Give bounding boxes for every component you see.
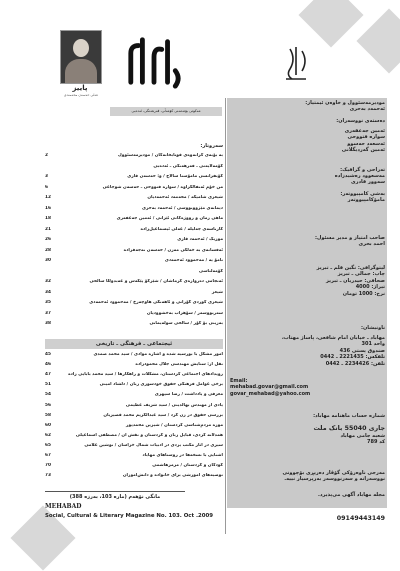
toc-entry-title: کودکان و کردستان / مرمرهاشمی — [152, 463, 223, 469]
toc-entry-page: 34 — [45, 289, 51, 295]
masthead-emblem — [282, 45, 310, 83]
staff-panel — [227, 98, 387, 508]
staff-phone: 09149443149 — [336, 515, 385, 522]
toc-entry-title: ماهی زمان و رووژه‌کانی ئێرانی / ئه‌مین جه‌عفه‌ری — [116, 216, 223, 221]
toc-entry-title: کۆمه‌لایه‌تی ـ فه‌رهه‌نگی ـ ئه‌ده‌بی — [153, 163, 223, 169]
toc-entry[interactable] — [45, 164, 223, 171]
toc-entry-page: 67 — [45, 453, 51, 458]
staff-owner: مودیرمه‌سئوول و خاوه‌ن ئیمتیاز: ئه‌حمه‌د به‌حری — [305, 100, 385, 112]
staff-design: ته‌راحی و گرافیک: مه‌سعوود ره‌شیدزاده سه‌وور قادری — [334, 167, 385, 186]
toc-entry[interactable] — [45, 463, 223, 470]
toc-entry-page: 70 — [45, 463, 51, 469]
toc-entry-title: موزیک / ئه‌حمه‌د قازی — [177, 237, 223, 242]
toc-entry-page: 56 — [45, 402, 51, 408]
toc-entry[interactable] — [45, 392, 223, 399]
toc-entry[interactable] — [45, 153, 223, 160]
toc-entry-page: 37 — [45, 310, 51, 316]
toc-entry-page: 54 — [45, 392, 51, 398]
toc-entry[interactable] — [45, 290, 223, 297]
toc-entry[interactable] — [45, 443, 223, 450]
toc-entry-page: 28 — [45, 247, 51, 253]
staff-typing: به‌شی کامپیووته‌ر: مامۆکامپیووته‌ر — [340, 191, 385, 203]
toc-entry-title: رویدادهای اجتماعی کردستان، مشکلات و راهکارها / سید محمد بابایی زاده — [68, 372, 223, 378]
toc-entry-page: 26 — [45, 237, 51, 242]
toc-editorial-head: سه‌روتار: — [200, 143, 223, 149]
toc-entry-title: توصیه‌های آموزشی برای خانواده و دانش‌آموزان — [122, 473, 223, 479]
toc-entry[interactable] — [45, 321, 223, 328]
toc-entry-title: کۆنفرانسی مامۆستا سالاح / و: حه‌سه‌ن قازی — [127, 174, 223, 179]
toc-entry[interactable] — [45, 423, 223, 430]
email-link[interactable]: mehabad.govar@gmail.com — [230, 384, 309, 391]
toc-entry[interactable] — [45, 352, 223, 359]
toc-entry-page: 73 — [45, 473, 51, 479]
logo-strip: مه‌کوتی بۆته‌مه‌نی کۆمه‌ڵی، فه‌رهه‌نگی، ئه‌ده‌بی — [110, 107, 222, 116]
photo-caption: عه‌لی حه‌سه‌ن محه‌مه‌دی — [63, 93, 99, 97]
section-bar: ئیجتماعی ـ فرهنگی ـ تاریخی — [45, 339, 223, 349]
toc-entry-title: امور مشکل با بورسیه شده و اشاره‌ موادی / سید محمد صمدی — [93, 352, 223, 357]
toc-entry[interactable] — [45, 269, 223, 276]
toc-entry-page: 45 — [45, 352, 51, 357]
toc-entry[interactable] — [45, 216, 223, 223]
toc-entry[interactable] — [45, 372, 223, 379]
corner-diamond — [298, 0, 363, 48]
season-label: پاییز — [72, 84, 88, 92]
corner-diamond — [356, 8, 400, 73]
rule — [45, 491, 185, 492]
toc-entry-title: شیعری شامیکه‌ / محه‌مه‌د ئه‌حمه‌دیان — [147, 195, 223, 200]
staff-note: مه‌رجی ناوه‌رۆکی گۆڤار ده‌ربڕی بۆچوونی نووسه‌رانه‌ و سه‌رنووسه‌ر به‌رپرسیار نییه‌. — [282, 470, 385, 483]
toc-entry-page: 6 — [45, 184, 48, 190]
toc-entry[interactable] — [45, 195, 223, 202]
toc-entry-page: 16 — [45, 205, 51, 211]
toc-entry[interactable] — [45, 258, 223, 265]
staff-print: لیتوگرافی: نگین قلم ـ تبریز چاپ: جمالی ـ تبریز صحافی: حیدریان ـ تبریز تیراژ: 4000 نرخ: 1000 تومان — [316, 265, 385, 297]
staff-ads: مجله‌ مهاباد آگهی می‌پذیرد. — [318, 492, 385, 498]
toc-entry-page: 21 — [45, 226, 51, 232]
toc-entry-title: دیمانه‌ی مێژوونووسی / ئه‌حمه‌د به‌حری — [142, 205, 223, 211]
toc-entry-title: شیعری کوردی گۆرانی و ئاهه‌نگی هاوچه‌رخ / مه‌حموود ئه‌حمه‌دی — [89, 300, 223, 305]
email-link[interactable]: govar_mehabad@yahoo.com — [230, 390, 311, 397]
toc-entry[interactable] — [45, 311, 223, 318]
toc-entry[interactable] — [45, 248, 223, 255]
staff-address: ناونیشان: مهاباد ـ خیابان امام شافعی، پاساژ مهتاب، واحد 301 صندوق پستی 436 تلفکس: 2221435 ـ 0442 تلفن: 2234426 ـ 0442 — [281, 325, 385, 367]
toc-entry-page: 12 — [45, 195, 51, 200]
toc-entry-page: 47 — [45, 372, 51, 378]
toc-entry-page: 18 — [45, 216, 51, 221]
toc-entry-page: 65 — [45, 442, 51, 448]
toc-entry-page: 38 — [45, 321, 51, 326]
toc-entry[interactable] — [45, 453, 223, 460]
portrait-photo — [60, 30, 102, 84]
toc-entry-title: کۆمه‌ڵناسی — [198, 268, 223, 274]
toc-entry-title: به‌ بۆنه‌ی کرانه‌وه‌ی قوتابخانه‌کان / مودیرمه‌سئوول — [118, 153, 223, 158]
toc-entry-title: برخی عوامل فرهنگی حقوق خودسوزی زنان / دلشاد امینی — [99, 382, 223, 388]
toc-entry-title: کارناسه‌ی جه‌لیله‌ / عه‌لی ئیسماعیل‌زاده — [140, 226, 223, 232]
toc-entry[interactable] — [45, 300, 223, 307]
toc-entry-page: 2 — [45, 153, 48, 158]
toc-entry[interactable] — [45, 473, 223, 480]
toc-entry-title: نقل از: ستایش مهندسی جلال محمودزاده — [135, 362, 223, 368]
toc-entry-page: 60 — [45, 422, 51, 428]
toc-entry-page: 62 — [45, 432, 51, 438]
toc-entry-title: سه‌رنووسه‌ر / سۆهراب به‌خشوودیان — [146, 310, 223, 316]
toc-entry-page: 58 — [45, 412, 51, 418]
toc-entry[interactable] — [45, 403, 223, 410]
magazine-logo — [125, 32, 183, 90]
toc-entry-title: یادی از مهندس بهالدینی / سید شریف عظیمی — [125, 402, 223, 408]
magazine-name-en: MEHABAD — [45, 503, 82, 510]
toc-entry[interactable] — [45, 206, 223, 213]
toc-entry[interactable] — [45, 174, 223, 181]
toc-entry[interactable] — [45, 413, 223, 420]
toc-entry-title: نامۆ یه‌ / مه‌حموود ئه‌حمه‌دی — [164, 258, 223, 263]
staff-license: صاحب امتیاز و مدیر مسئول: احمد بحری — [315, 235, 385, 247]
toc-entry-page: 32 — [45, 279, 51, 284]
toc-entry-title: آشنایی با نسخه‌ها در روستاهای مهاباد — [142, 453, 223, 458]
toc-entry[interactable] — [45, 227, 223, 234]
toc-entry[interactable] — [45, 185, 223, 192]
staff-board: ده‌سته‌ی نووسه‌ران: ئه‌مین جه‌عفه‌ری سواره‌ فتووحی ئه‌سعه‌د حه‌سوو ئه‌مین گه‌ردیگلانی — [336, 118, 385, 154]
toc-entry-title: معرفی و یادداشت / رضا سپهری — [154, 392, 223, 398]
issue-line: مانگی نۆهه‌م (ماره‌ 103، به‌رزه‌ 388) — [69, 494, 161, 500]
toc-entry-title: ئه‌فسانه‌ی به‌ خه‌لکی مه‌زن / حه‌سه‌ن نه‌جه‌فزاده — [123, 247, 223, 253]
toc-entry[interactable] — [45, 237, 223, 244]
toc-entry-title: من خۆم ئه‌نفالکراوه‌ / سواره‌ فتووحی ـ حه‌سه‌ن شوجاعی — [102, 184, 223, 190]
toc-entry-title: شیعر — [211, 289, 223, 295]
toc-entry[interactable] — [45, 362, 223, 369]
toc-entry-page: 51 — [45, 382, 51, 388]
staff-email: Email: mehabad.govar@gmail.com govar_mehabad@yahoo.com — [230, 378, 380, 397]
toc-entry-page: 3 — [45, 174, 48, 179]
toc-entry-title: موزه مردم‌شناسی کردستان / شیرین محمدپور — [126, 422, 223, 428]
toc-entry-title: ئه‌نجامی ده‌روازه‌ی کرماشان / شێرکۆ پێکه‌س و عه‌بدوڵڵا سالحی — [89, 279, 223, 284]
toc-entry-page: 35 — [45, 300, 51, 305]
toc-entry-title: بررسی حقوق در زن کرد / سید عبدالکریم محمد قصیریان — [103, 412, 223, 418]
toc-entry-page: 30 — [45, 258, 51, 263]
toc-entry-title: سیری در آثار مکتب یزدی در ادبیات شمال خراسان / نوشین غلامی — [84, 442, 223, 448]
toc-entry[interactable] — [45, 433, 223, 440]
toc-entry-title: به‌زینی بۆ کۆر / سالحی سوله‌یمانی — [149, 321, 223, 326]
column-divider — [225, 98, 226, 534]
magazine-subtitle-en: Social, Cultural & Literary Magazine No. 103. Oct .2009 — [45, 513, 214, 519]
toc-entry[interactable] — [45, 279, 223, 286]
toc-entry-title: همدلانه‌ کردی، قبایل زنان و کردستان و نقش آن / مصطفی اسماعیلی — [75, 432, 223, 438]
toc-entry-page: 46 — [45, 362, 51, 368]
staff-account: شماره حساب ماهنامه مهاباد: جاری 55040 بانک ملت شعبه‌ جامی مهاباد کد 789 — [313, 413, 385, 446]
toc-entry[interactable] — [45, 382, 223, 389]
